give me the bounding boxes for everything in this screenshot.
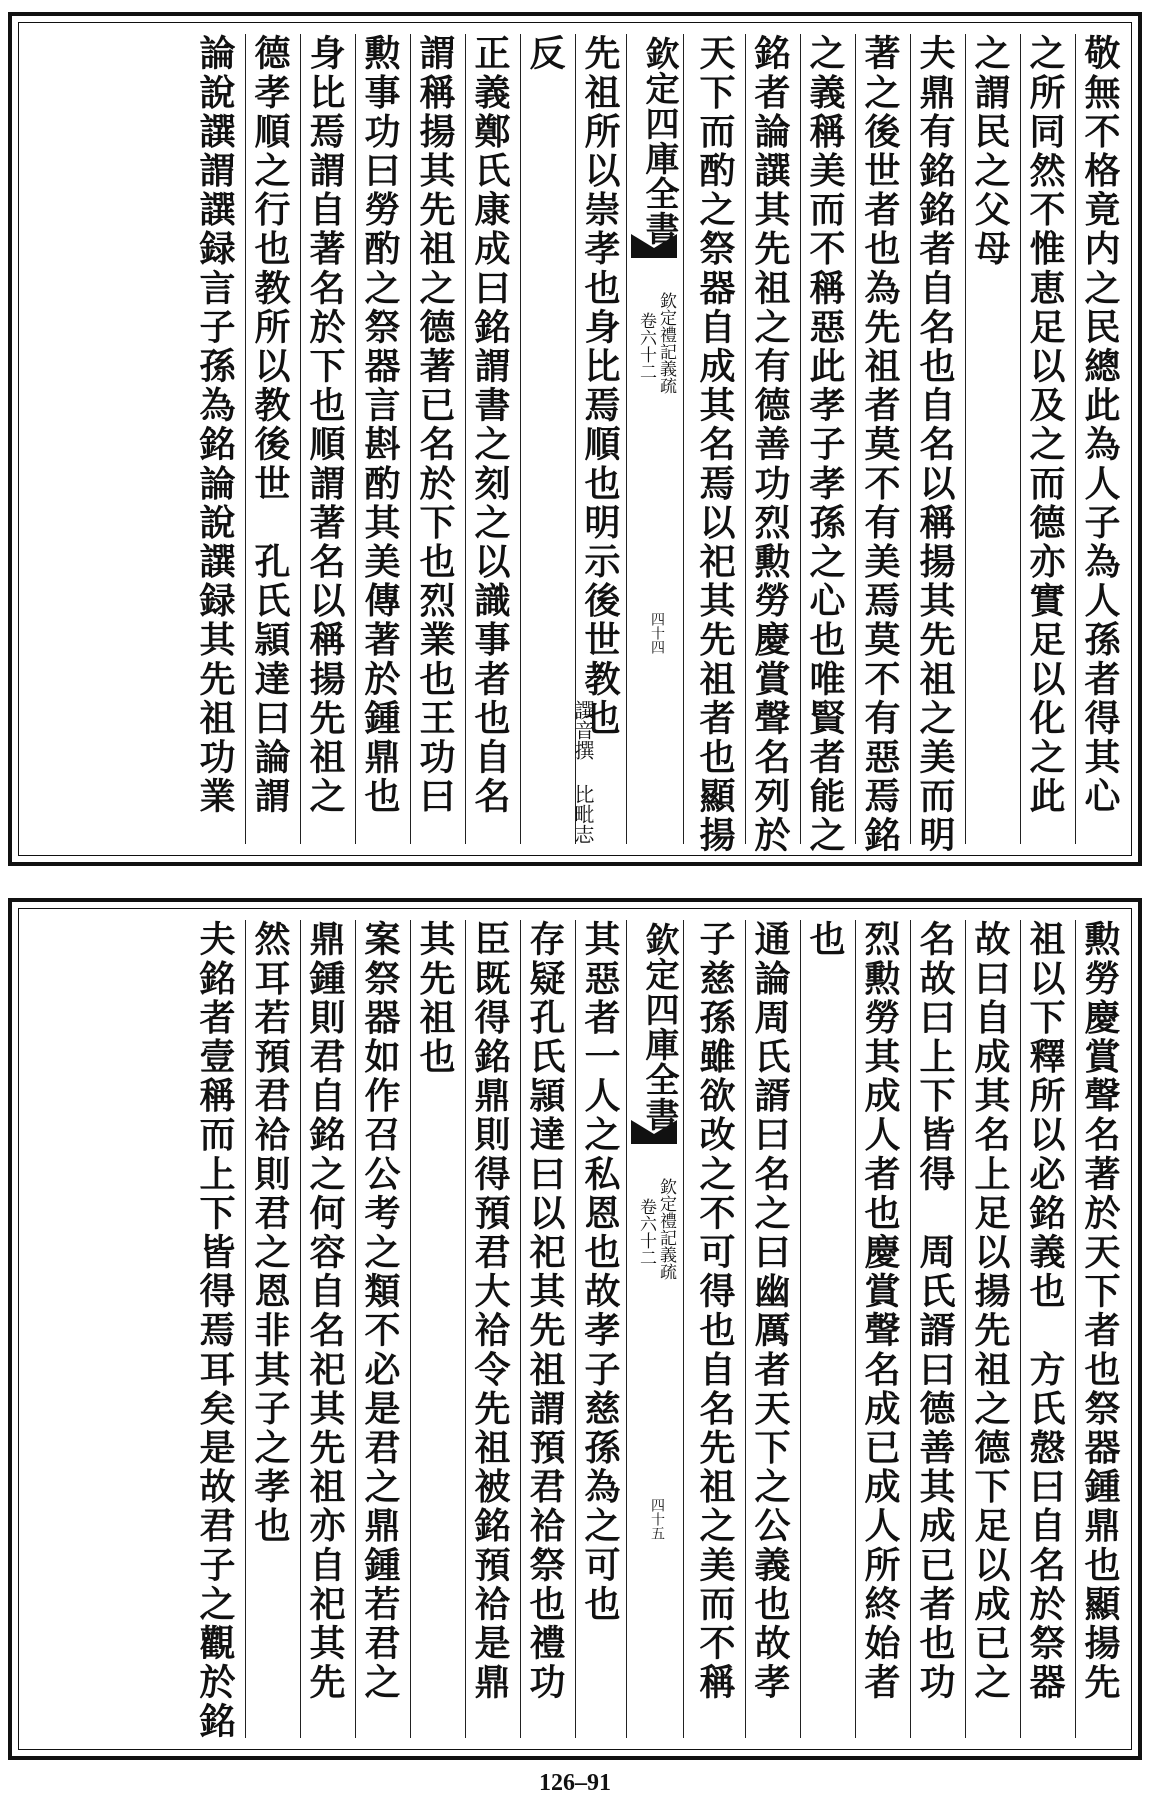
text-column	[691, 34, 739, 856]
column-text: 正義鄭氏康成曰銘謂書之刻之以識事者也自名	[469, 34, 511, 816]
page-panel-top	[8, 12, 1142, 866]
column-text: 反	[524, 34, 566, 74]
volume-number: 卷六十二	[636, 312, 656, 380]
column-text: 先祖所以崇孝也身比焉順也明示後世教也	[579, 34, 621, 738]
text-column	[355, 34, 404, 844]
volume-title: 欽定禮記義疏	[656, 1178, 676, 1280]
column-text: 之所同然不惟恵足以及之而德亦實足以化之此	[1024, 34, 1066, 816]
column-text: 其惡者一人之私恩也故孝子慈孫為之可也	[579, 920, 621, 1624]
column-text: 故曰自成其名上足以揚先祖之德下足以成已之	[969, 920, 1011, 1702]
column-text: 勲勞慶賞聲名著於天下者也祭器鍾鼎也顯揚先	[1079, 920, 1121, 1702]
text-column	[410, 34, 459, 844]
column-text: 烈勲勞其成人者也慶賞聲名成已成人所終始者	[859, 920, 901, 1702]
text-column	[300, 920, 349, 1738]
column-text: 之謂民之父母	[969, 34, 1011, 269]
text-column	[191, 34, 239, 844]
center-gutter	[626, 34, 684, 844]
text-columns	[26, 920, 1124, 1742]
column-text: 也	[804, 920, 846, 960]
text-column	[571, 34, 624, 844]
text-column	[910, 34, 959, 856]
text-column	[965, 920, 1014, 1738]
book-title: 欽定四庫全書	[639, 922, 679, 1132]
column-text: 勲事功曰勞酌之祭器言斟酌其美傳著於鍾鼎也	[359, 34, 401, 816]
column-text: 著之後世者也為先祖者莫不有美焉莫不有惡焉銘	[859, 34, 901, 856]
center-gutter	[626, 920, 684, 1738]
text-column	[965, 34, 1014, 844]
column-text: 夫鼎有銘銘者自名也自名以稱揚其先祖之美而明	[914, 34, 956, 856]
column-text: 身比焉謂自著名於下也順謂著名以稱揚先祖之	[304, 34, 346, 816]
column-text: 名故曰上下皆得 周氏諝曰德善其成已者也功	[914, 920, 956, 1702]
text-column	[855, 920, 904, 1738]
column-text: 然耳若預君祫則君之恩非其子之孝也	[249, 920, 291, 1546]
pronunciation-note: 譔音撰 比毗志	[571, 700, 595, 844]
column-text: 德孝順之行也教所以教後世 孔氏頴達曰論謂	[249, 34, 291, 816]
fish-tail-mark-icon	[631, 1120, 677, 1144]
text-column	[520, 920, 569, 1738]
page-panel-bottom	[8, 898, 1142, 1760]
folio-number: 四十五	[649, 1498, 665, 1540]
text-column	[465, 920, 514, 1738]
column-text: 祖以下釋所以必銘義也 方氏慤曰自名於祭器	[1024, 920, 1066, 1702]
column-text: 謂稱揚其先祖之德著已名於下也烈業也王功曰	[414, 34, 456, 816]
text-column	[191, 920, 239, 1742]
column-text: 論說譔謂譔録言子孫為銘論說譔録其先祖功業	[194, 34, 236, 816]
text-column	[465, 34, 514, 844]
text-column	[745, 920, 794, 1738]
page-number: 126–91	[539, 1770, 611, 1796]
folio-number: 四十四	[649, 612, 665, 654]
column-text: 子慈孫雖欲改之不可得也自名先祖之美而不稱	[694, 920, 736, 1702]
column-text: 鼎鍾則君自銘之何容自名祀其先祖亦自祀其先	[304, 920, 346, 1702]
column-text: 夫銘者壹稱而上下皆得焉耳矣是故君子之觀於銘	[194, 920, 236, 1742]
volume-number: 卷六十二	[636, 1198, 656, 1266]
text-columns	[26, 34, 1124, 856]
text-column	[1075, 920, 1124, 1738]
text-column	[575, 920, 624, 1738]
column-text: 之義稱美而不稱惡此孝子孝孫之心也唯賢者能之	[804, 34, 846, 856]
text-column	[745, 34, 794, 856]
column-text: 其先祖也	[414, 920, 456, 1077]
column-text: 敬無不格竟内之民總此為人子為人孫者得其心	[1079, 34, 1121, 816]
text-column	[300, 34, 349, 844]
column-text: 天下而酌之祭器自成其名焉以祀其先祖者也顯揚	[694, 34, 736, 856]
text-column	[245, 34, 294, 844]
fish-tail-mark-icon	[631, 234, 677, 258]
column-text: 臣既得銘鼎則得預君大祫令先祖被銘預祫是鼎	[469, 920, 511, 1702]
text-column	[1020, 34, 1069, 844]
text-column	[855, 34, 904, 856]
text-column	[245, 920, 294, 1738]
text-column	[800, 920, 849, 1738]
volume-title: 欽定禮記義疏	[656, 292, 676, 394]
book-title: 欽定四庫全書	[639, 36, 679, 246]
text-column	[520, 34, 569, 844]
column-text: 存疑孔氏頴達曰以祀其先祖謂預君祫祭也禮功	[524, 920, 566, 1702]
text-column	[800, 34, 849, 856]
text-column	[691, 920, 739, 1738]
column-text: 銘者論譔其先祖之有德善功烈勲勞慶賞聲名列於	[749, 34, 791, 856]
text-column	[1075, 34, 1124, 844]
text-column	[1020, 920, 1069, 1738]
column-text: 案祭器如作召公考之類不必是君之鼎鍾若君之	[359, 920, 401, 1702]
text-column	[355, 920, 404, 1738]
text-column	[410, 920, 459, 1738]
column-text: 通論周氏諝曰名之曰幽厲者天下之公義也故孝	[749, 920, 791, 1702]
text-column	[910, 920, 959, 1738]
